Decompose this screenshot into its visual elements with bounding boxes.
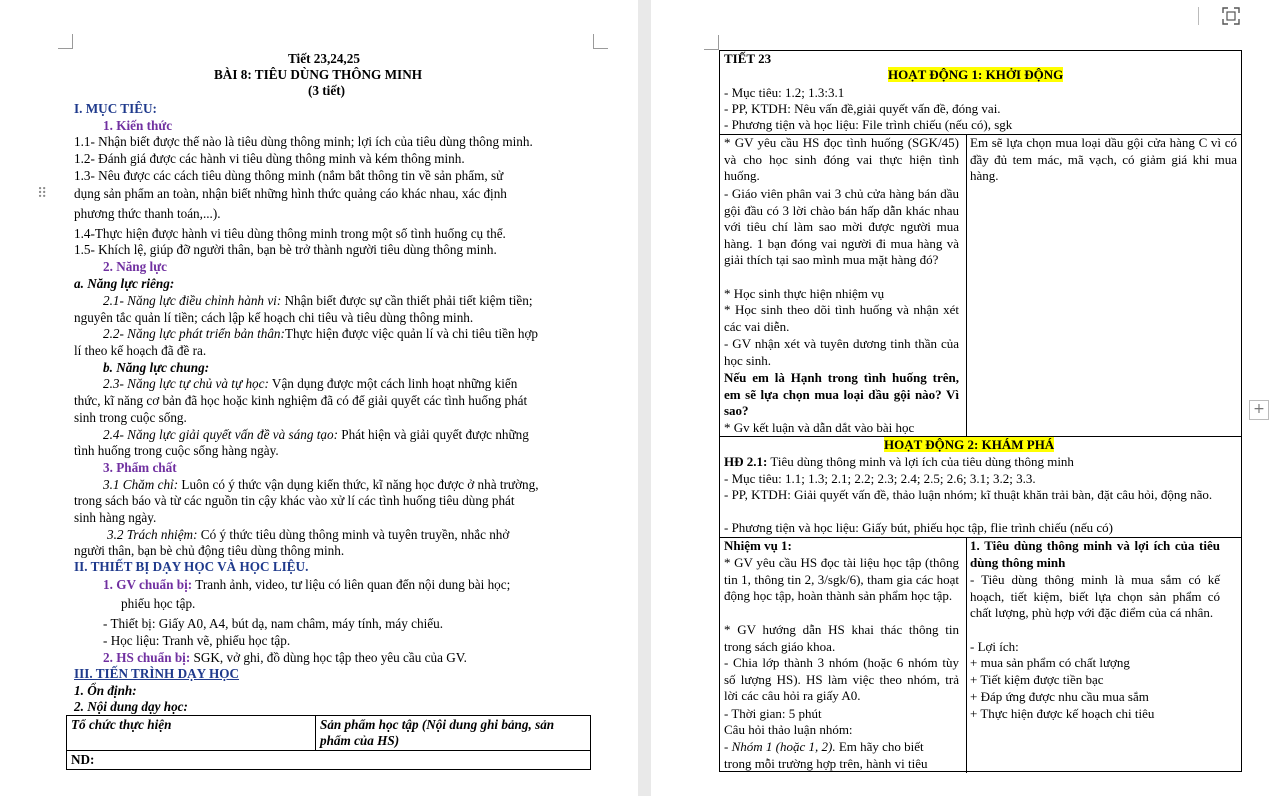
cell-text: * GV hướng dẫn HS khai thác thông tin trong sách giáo khoa. (724, 622, 959, 654)
divider-icon (1198, 7, 1199, 25)
text-line: nguyên tắc quản lí tiền; cách lập kế hoạch chi tiêu và tiêu dùng thông minh. (74, 310, 474, 325)
text-line: trong sách báo và từ các nguồn tin cậy khác vào xử lí các tình huống tiêu dùng phát (74, 493, 515, 508)
text-line (103, 376, 517, 392)
subheading: b. Năng lực chung: (103, 360, 210, 375)
highlight: HOẠT ĐỘNG 2: KHÁM PHÁ (884, 437, 1055, 452)
text-line (107, 527, 509, 543)
text-line: - Thiết bị: Giấy A0, A4, bút dạ, nam châm, máy tính, máy chiếu. (103, 616, 444, 631)
cell-text: - Giáo viên phân vai 3 chủ cửa hàng bán dầu gội đầu có 3 lời chào bán hấp dẫn khác nhau với tiêu chí làm sao mời được người mua hàng. 1 bạn đóng vai người đi mua hàng và giải thích tại sao mình mua mặt hàng đó? (724, 186, 959, 267)
text-line: 1.4-Thực hiện được hành vi tiêu dùng thông minh trong một số tình huống cụ thể. (74, 226, 506, 241)
section-heading: II. THIẾT BỊ DẠY HỌC VÀ HỌC LIỆU. (74, 559, 309, 574)
crop-mark (593, 34, 608, 49)
subheading: a. Năng lực riêng: (74, 276, 175, 291)
cell-text: * Gv kết luận và dẫn dắt vào bài học (724, 420, 915, 435)
subheading: 1. Ổn định: (74, 683, 137, 698)
section-heading: I. MỤC TIÊU: (74, 101, 157, 116)
subsection-heading: 1. Kiến thức (103, 118, 173, 133)
text-line: 1.3- Nêu được các cách tiêu dùng thông minh (nắm bắt thông tin về sản phẩm, sử (74, 168, 504, 183)
lesson-duration: (3 tiết) (308, 83, 345, 98)
cell-text: Em sẽ lựa chọn mua loại dầu gội cửa hàng C vì có đầy đủ tem mác, mã vạch, có giảm giá khi mua hàng. (970, 135, 1237, 183)
table-rule (966, 134, 967, 436)
text-line (103, 577, 510, 593)
text-italic: - Nhóm 1 (hoặc 1, 2). (724, 739, 836, 754)
crop-mark (704, 35, 719, 50)
lesson-plan-table (66, 715, 591, 770)
cell-text: * GV yêu cầu HS đọc tình huống (SGK/45) và cho học sinh đóng vai thực hiện tình huống. (724, 135, 959, 183)
table-row (67, 751, 591, 770)
text-line (103, 650, 467, 666)
subheading: 2. Nội dung dạy học: (74, 699, 188, 714)
page-gutter (638, 0, 651, 796)
table-cell: ND: (67, 751, 591, 770)
text-line: 1.1- Nhận biết được thế nào là tiêu dùng thông minh; lợi ích của tiêu dùng thông minh. (74, 134, 533, 149)
text-line: - PP, KTDH: Nêu vấn đề,giải quyết vấn đề, đóng vai. (724, 101, 1001, 116)
text-italic: 2.1- Năng lực điều chỉnh hành vi: (103, 293, 282, 308)
question-text: Nếu em là Hạnh trong tình huống trên, em sẽ lựa chọn mua loại dầu gội nào? Vì sao? (724, 370, 959, 418)
subsection-heading: 2. Năng lực (103, 259, 167, 274)
text-line: dụng sản phẩm an toàn, nhận biết những hình thức quảng cáo khác nhau, xác định (74, 186, 507, 201)
cell-text: Câu hỏi thảo luận nhóm: (724, 722, 853, 737)
text-span: Có ý thức tiêu dùng thông minh và tuyên truyền, nhắc nhở (197, 527, 510, 542)
text-line: người thân, bạn bè chủ động tiêu dùng thông minh. (74, 543, 345, 558)
lesson-title: BÀI 8: TIÊU DÙNG THÔNG MINH (214, 67, 422, 82)
text-italic: 3.2 Trách nhiệm: (107, 527, 198, 542)
cell-text (724, 739, 924, 756)
text-line: thức, kĩ năng cơ bản đã học hoặc kinh nghiệm đã có để giải quyết các tình huống phát (74, 393, 528, 408)
label-bold: 1. GV chuẩn bị: (103, 577, 193, 592)
subsection-heading: 3. Phẩm chất (103, 460, 177, 475)
cell-text: + Tiết kiệm được tiền bạc (970, 672, 1104, 687)
text-span: Em hãy cho biết (835, 739, 924, 754)
table-header-row (67, 716, 591, 751)
fit-screen-icon[interactable] (1222, 7, 1240, 25)
text-line: tình huống trong cuộc sống hàng ngày. (74, 443, 279, 458)
text-line (103, 293, 533, 309)
cell-text: * Học sinh thực hiện nhiệm vụ (724, 286, 885, 301)
highlight: HOẠT ĐỘNG 1: KHỞI ĐỘNG (888, 67, 1064, 82)
text-span: Tranh ảnh, video, tư liệu có liên quan đến nội dung bài học; (192, 577, 511, 592)
text-span: Vận dụng được một cách linh hoạt những kiến (268, 376, 518, 391)
text-line: - Phương tiện và học liệu: File trình chiếu (nếu có), sgk (724, 117, 1013, 132)
table-header-cell: Sản phẩm học tập (Nội dung ghi bảng, sản phẩm của HS) (316, 716, 591, 751)
document-page-left (0, 0, 638, 796)
period-label: TIẾT 23 (724, 51, 772, 66)
text-span: Luôn có ý thức vận dụng kiến thức, kĩ năng học được ở nhà trường, (178, 477, 539, 492)
cell-text: + Đáp ứng được nhu cầu mua sắm (970, 689, 1149, 704)
text-line (103, 427, 529, 443)
text-line (103, 477, 539, 493)
activity-heading (888, 67, 1063, 84)
section-heading: III. TIẾN TRÌNH DẠY HỌC (74, 666, 240, 681)
text-line: phiếu học tập. (121, 596, 196, 611)
cell-text: + Thực hiện được kế hoạch chi tiêu (970, 706, 1155, 721)
cell-text: * GV yêu cầu HS đọc tài liệu học tập (thông tin 1, thông tin 2, 3/sgk/6), tham gia các hoạt động học tập, hoàn thành sản phẩm học tập. (724, 555, 959, 603)
text-span: Tiêu dùng thông minh và lợi ích của tiêu dùng thông minh (767, 454, 1074, 469)
crop-mark (58, 34, 73, 49)
text-line: phương thức thanh toán,...). (74, 206, 221, 221)
text-line (103, 326, 538, 342)
cell-text: trong mỗi trường hợp trên, hành vi tiêu (724, 756, 928, 771)
drag-handle-icon[interactable]: ⠿ (37, 187, 48, 202)
table-header-cell: Tổ chức thực hiện (67, 716, 316, 751)
text-italic: 2.3- Năng lực tự chủ và tự học: (103, 376, 269, 391)
text-line: - Học liệu: Tranh vẽ, phiếu học tập. (103, 633, 291, 648)
cell-heading: 1. Tiêu dùng thông minh và lợi ích của tiêu dùng thông minh (970, 538, 1220, 570)
text-line: - Mục tiêu: 1.2; 1.3:3.1 (724, 85, 845, 100)
text-span: Nhận biết được sự cần thiết phải tiết kiệm tiền; (281, 293, 533, 308)
activity-heading (884, 437, 1054, 454)
text-span: SGK, vở ghi, đồ dùng học tập theo yêu cầu của GV. (190, 650, 467, 665)
text-line: sinh hàng ngày. (74, 510, 157, 525)
text-span: Thực hiện được việc quản lí và chi tiêu tiền hợp (284, 326, 539, 341)
text-span: Phát hiện và giải quyết được những (338, 427, 529, 442)
text-line: 1.5- Khích lệ, giúp đỡ người thân, bạn bè trở thành người tiêu dùng thông minh. (74, 242, 497, 257)
cell-text: * Học sinh theo dõi tình huống và nhận xét các vai diễn. (724, 302, 959, 334)
cell-text: + mua sản phẩm có chất lượng (970, 655, 1130, 670)
text-italic: 3.1 Chăm chỉ: (103, 477, 179, 492)
text-line: - PP, KTDH: Giải quyết vấn đề, thảo luận nhóm; kĩ thuật khăn trải bàn, đặt câu hỏi, động não. (724, 487, 1213, 502)
cell-text: - Tiêu dùng thông minh là mua sắm có kế hoạch, tiết kiệm, biết lựa chọn sản phẩm có chất lượng, phù hợp với đặc điểm của cá nhân. (970, 572, 1220, 620)
cell-text: - GV nhận xét và tuyên dương tinh thần của học sinh. (724, 336, 959, 368)
text-line: sinh trong cuộc sống. (74, 410, 187, 425)
text-italic: 2.2- Năng lực phát triển bản thân: (103, 326, 285, 341)
text-line (724, 454, 1074, 471)
cell-text: - Chia lớp thành 3 nhóm (hoặc 6 nhóm tùy số lượng HS). HS làm việc theo nhóm, trả lời các câu hỏi ra giấy A0. (724, 655, 959, 703)
cell-text: - Lợi ích: (970, 639, 1019, 654)
close-icon[interactable] (1260, 7, 1274, 25)
task-label: Nhiệm vụ 1: (724, 538, 792, 553)
text-line: - Phương tiện và học liệu: Giấy bút, phiếu học tập, flie trình chiếu (nếu có) (724, 520, 1114, 535)
label-bold: HĐ 2.1: (724, 454, 768, 469)
text-italic: 2.4- Năng lực giải quyết vấn đề và sáng tạo: (103, 427, 338, 442)
label-bold: 2. HS chuẩn bị: (103, 650, 191, 665)
text-line: lí theo kế hoạch đã đề ra. (74, 343, 207, 358)
text-line: - Mục tiêu: 1.1; 1.3; 2.1; 2.2; 2.3; 2.4; 2.5; 2.6; 3.1; 3.2; 3.3. (724, 471, 1036, 486)
plus-icon[interactable]: + (1249, 400, 1269, 420)
cell-text: - Thời gian: 5 phút (724, 706, 822, 721)
lesson-number: Tiết 23,24,25 (288, 51, 360, 66)
text-line: 1.2- Đánh giá được các hành vi tiêu dùng thông minh và kém thông minh. (74, 151, 465, 166)
table-rule (966, 537, 967, 773)
